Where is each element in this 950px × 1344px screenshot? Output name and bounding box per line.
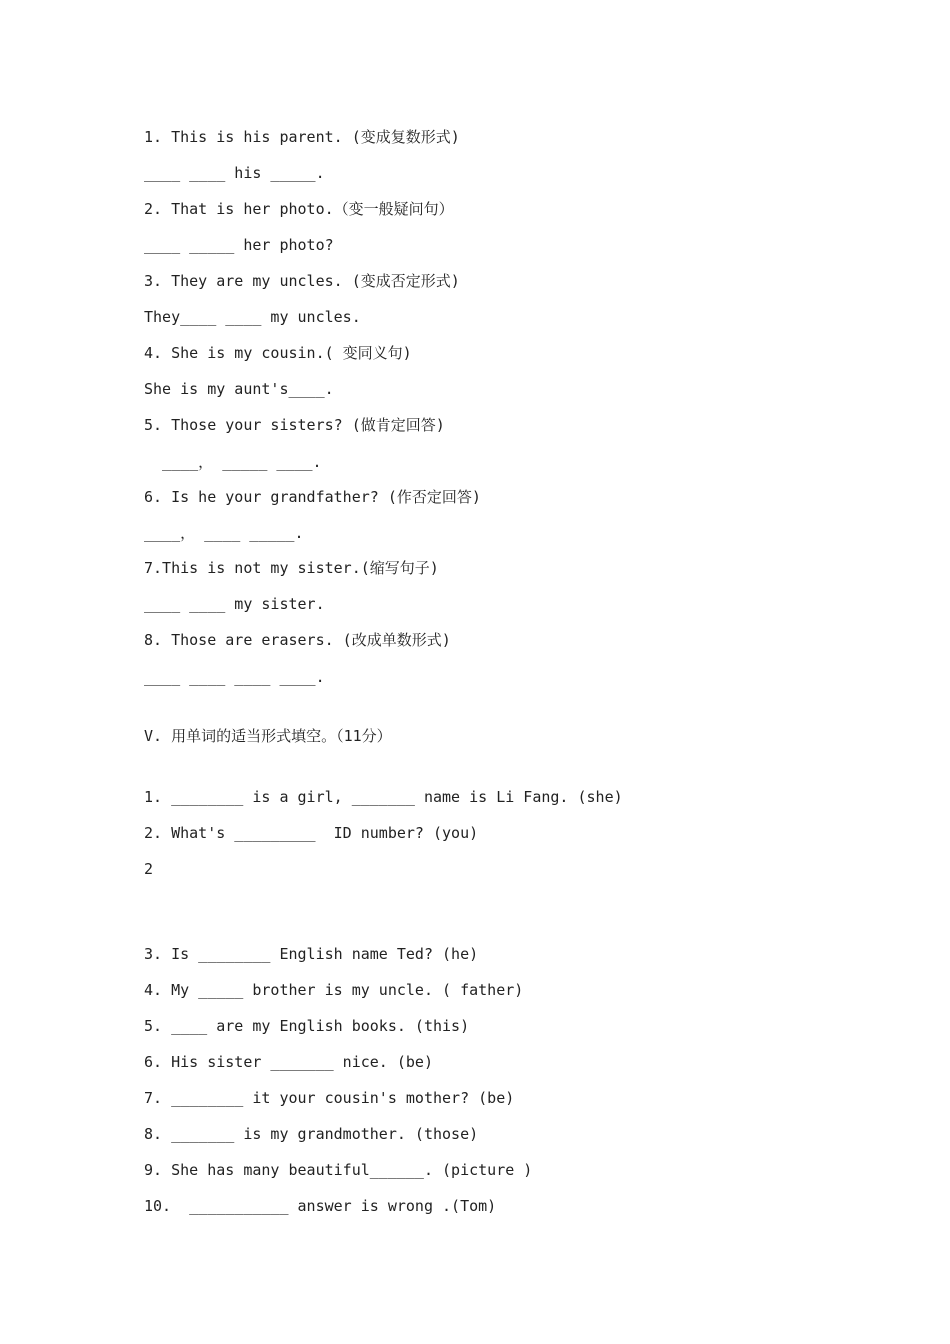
v-item-4: 4. My _____ brother is my uncle. ( father)	[144, 981, 524, 999]
v-item-7: 7. ________ it your cousin's mother? (be)	[144, 1089, 515, 1107]
iv-question-6: 6. Is he your grandfather? (作否定回答)	[144, 488, 481, 506]
iv-answer-7: ____ ____ my sister.	[144, 595, 325, 613]
iv-answer-4: She is my aunt's____.	[144, 380, 334, 398]
iv-question-8: 8. Those are erasers. (改成单数形式)	[144, 631, 451, 649]
page-number: 2	[144, 860, 154, 878]
iv-question-4: 4. She is my cousin.( 变同义句)	[144, 344, 412, 362]
iv-question-3: 3. They are my uncles. (变成否定形式)	[144, 272, 460, 290]
v-item-3: 3. Is ________ English name Ted? (he)	[144, 945, 479, 963]
section-v-heading: V. 用单词的适当形式填空。（11分）	[144, 727, 392, 745]
v-item-8: 8. _______ is my grandmother. (those)	[144, 1125, 479, 1143]
v-item-2: 2. What's _________ ID number? (you)	[144, 824, 479, 842]
v-item-10: 10. ___________ answer is wrong .(Tom)	[144, 1197, 497, 1215]
v-item-6: 6. His sister _______ nice. (be)	[144, 1053, 433, 1071]
iv-answer-6: ____， ____ _____.	[144, 524, 304, 542]
iv-question-5: 5. Those your sisters? (做肯定回答)	[144, 416, 445, 434]
iv-answer-1: ____ ____ his _____.	[144, 164, 325, 182]
iv-answer-5: ____， _____ ____.	[144, 453, 322, 471]
v-item-5: 5. ____ are my English books. (this)	[144, 1017, 470, 1035]
iv-question-7: 7.This is not my sister.(缩写句子)	[144, 559, 439, 577]
iv-question-2: 2. That is her photo.（变一般疑问句）	[144, 200, 454, 218]
iv-question-1: 1. This is his parent. (变成复数形式)	[144, 128, 460, 146]
v-item-1: 1. ________ is a girl, _______ name is Li Fang. (she)	[144, 788, 623, 806]
v-item-9: 9. She has many beautiful______. (picture )	[144, 1161, 533, 1179]
iv-answer-2: ____ _____ her photo?	[144, 236, 334, 254]
iv-answer-8: ____ ____ ____ ____.	[144, 668, 325, 686]
iv-answer-3: They____ ____ my uncles.	[144, 308, 361, 326]
